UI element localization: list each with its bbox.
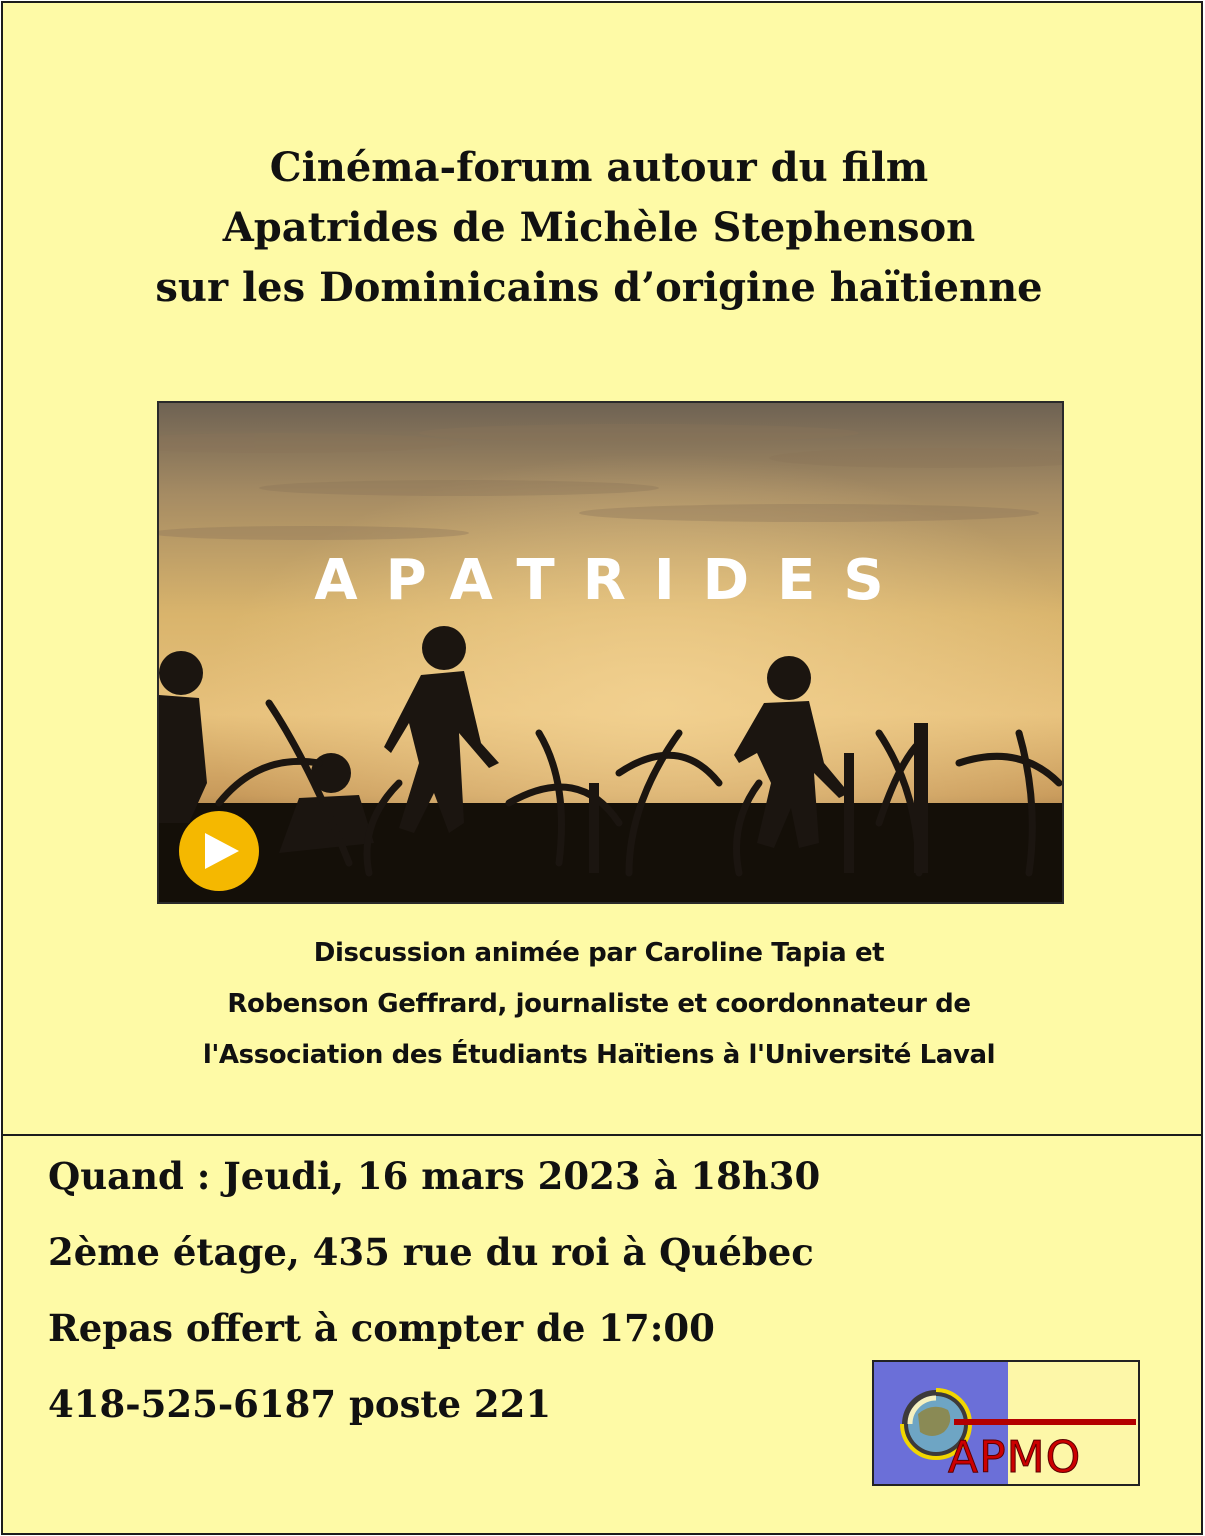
play-button[interactable] [179, 811, 259, 891]
title-line-2: Apatrides de Michèle Stephenson [222, 204, 976, 251]
discussion-info [0, 928, 1198, 1081]
film-video-thumbnail[interactable] [157, 401, 1064, 904]
film-still-image [159, 403, 1064, 904]
discussion-line-2: Robenson Geffrard, journaliste et coordonnateur de [227, 989, 971, 1019]
discussion-line-1: Discussion animée par Caroline Tapia et [313, 938, 885, 968]
divider [3, 1134, 1201, 1136]
apmo-logo-text: APMO [948, 1432, 1082, 1483]
apmo-logo [872, 1360, 1140, 1486]
event-details [48, 1150, 820, 1454]
event-title [0, 138, 1198, 318]
play-icon [201, 829, 241, 873]
discussion-line-3: l'Association des Étudiants Haïtiens à l'Université Laval [202, 1040, 996, 1070]
event-location: 2ème étage, 435 rue du roi à Québec [48, 1230, 814, 1274]
event-meal: Repas offert à compter de 17:00 [48, 1306, 715, 1350]
title-line-1: Cinéma-forum autour du film [269, 144, 929, 191]
film-title-overlay: APATRIDES [314, 548, 912, 613]
event-phone: 418-525-6187 poste 221 [48, 1382, 552, 1426]
event-date: Quand : Jeudi, 16 mars 2023 à 18h30 [48, 1154, 821, 1198]
title-line-3: sur les Dominicains d’origine haïtienne [155, 264, 1043, 311]
